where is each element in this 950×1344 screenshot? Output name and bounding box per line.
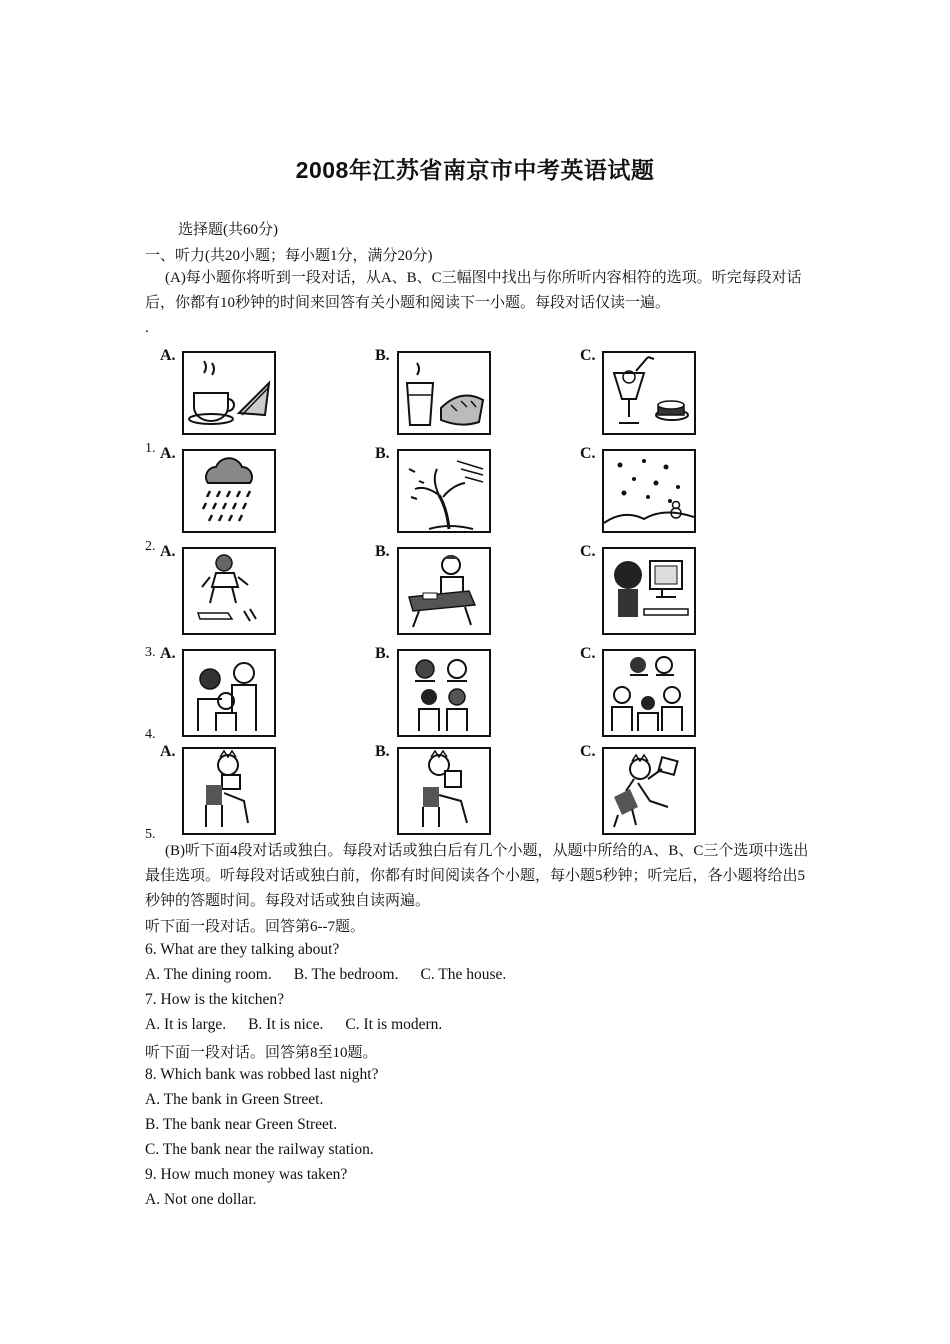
q6-option-b[interactable]: B. The bedroom. — [293, 966, 399, 983]
picture-row-5: 5. A. B. C. — [145, 741, 705, 839]
girl-at-computer-icon — [602, 547, 696, 635]
row-number: 4. — [145, 727, 156, 742]
picture-row-2: 2. A. B. C. — [145, 443, 705, 541]
q8-option-b[interactable]: B. The bank near Green Street. — [145, 1116, 338, 1133]
snow-scene-icon — [602, 449, 696, 533]
boy-playing-chess-icon — [182, 547, 276, 635]
q6-option-c[interactable]: C. The house. — [420, 966, 507, 983]
partA-instructions: (A)每小题你将听到一段对话，从A、B、C三幅图中找出与你所听内容相符的选项。听完每段对话后，你都有10秒钟的时间来回答有关小题和阅读下一小题。每段对话仅读一遍。 — [145, 270, 802, 311]
q6-option-a[interactable]: A. The dining room. — [145, 966, 272, 983]
row-number: 3. — [145, 645, 156, 660]
page-title: 2008年江苏省南京市中考英语试题 — [295, 157, 655, 183]
section-header: 选择题(共60分) — [178, 222, 278, 238]
windy-tree-icon — [397, 449, 491, 533]
q7-option-a[interactable]: A. It is large. — [145, 1016, 227, 1033]
q8-option-c[interactable]: C. The bank near the railway station. — [145, 1141, 374, 1158]
picture-question-grid — [145, 345, 705, 842]
stray-dot: . — [145, 320, 149, 336]
q7-option-c[interactable]: C. It is modern. — [345, 1016, 443, 1033]
picture-row-1: 1. A. B. C. — [145, 345, 705, 443]
dialogue1-intro: 听下面一段对话。回答第6--7题。 — [145, 919, 365, 935]
q6-question: 6. What are they talking about? — [145, 941, 340, 958]
picture-row-3: 3. A. B. C. — [145, 541, 705, 643]
q9-option-a[interactable]: A. Not one dollar. — [145, 1191, 257, 1208]
milk-glass-and-bread-icon — [397, 351, 491, 435]
boy-reading-sitting-icon — [397, 747, 491, 835]
row-number: 2. — [145, 539, 156, 554]
q8-question: 8. Which bank was robbed last night? — [145, 1066, 379, 1083]
q8-option-a[interactable]: A. The bank in Green Street. — [145, 1091, 324, 1108]
family-of-four-icon — [397, 649, 491, 737]
row-number: 5. — [145, 827, 156, 842]
q7-options — [145, 1016, 442, 1034]
family-of-five-icon — [602, 649, 696, 737]
family-of-three-icon — [182, 649, 276, 737]
dialogue2-intro: 听下面一段对话。回答第8至10题。 — [145, 1045, 378, 1061]
row-number: 1. — [145, 441, 156, 456]
boy-reading-in-chair-icon — [182, 747, 276, 835]
boy-falling-from-chair-icon — [602, 747, 696, 835]
q9-question: 9. How much money was taken? — [145, 1166, 348, 1183]
man-at-desk-icon — [397, 547, 491, 635]
ice-cream-drink-and-cake-icon — [602, 351, 696, 435]
rain-cloud-icon — [182, 449, 276, 533]
q6-options — [145, 966, 506, 984]
q7-question: 7. How is the kitchen? — [145, 991, 285, 1008]
picture-row-4: 4. A. B. C. — [145, 643, 705, 741]
part1-header: 一、听力(共20小题；每小题1分，满分20分) — [145, 248, 433, 264]
coffee-cup-and-sandwich-icon — [182, 351, 276, 435]
partB-instructions: (B)听下面4段对话或独白。每段对话或独白后有几个小题，从题中所给的A、B、C三个选项中选出最佳选项。听每段对话或独白前，你都有时间阅读各个小题，每小题5秒钟；听完后，各小题将给出5秒钟的答题时间。每段对话或独自读两遍。 — [145, 843, 809, 909]
q7-option-b[interactable]: B. It is nice. — [248, 1016, 324, 1033]
